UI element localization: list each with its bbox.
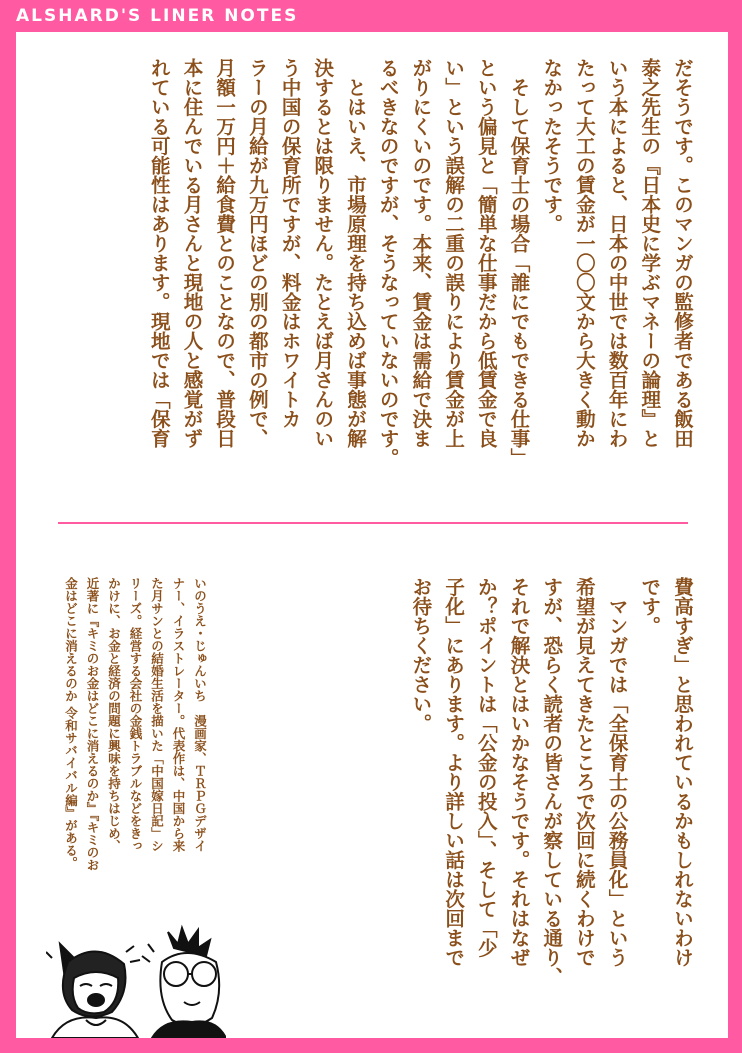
- article-line: 希望が見えてきたところで次回に続くわけで: [572, 577, 596, 967]
- article-line: なかったそうです。: [540, 58, 564, 234]
- article-line: すが、恐らく読者の皆さんが察している通り、: [540, 577, 564, 987]
- article-line: 子化」にあります。より詳しい話は次回まで: [442, 577, 466, 967]
- article-line: とはいえ、市場原理を持ち込めば事態が解: [343, 58, 367, 448]
- article-line: う中国の保育所ですが、料金はホワイトカ: [278, 58, 302, 429]
- cartoon-characters-icon: [46, 922, 226, 1038]
- bio-line: た月サンとの結婚生活を描いた「中国嫁日記」シ: [149, 577, 165, 852]
- article-top-block: [142, 58, 698, 513]
- bio-line: 金はどこに消えるのか 令和サバイバル編』がある。: [63, 577, 79, 869]
- article-bottom-block: [404, 577, 698, 1022]
- header-title: ALSHARD'S LINER NOTES: [16, 6, 299, 26]
- bio-line: ナー、イラストレーター。代表作は、中国から来: [171, 577, 186, 852]
- article-line: 泰之先生の『日本史に学ぶマネーの論理』と: [638, 58, 662, 448]
- article-line: という偏見と「簡単な仕事だから低賃金で良: [474, 58, 498, 448]
- paper: [16, 32, 728, 1038]
- article-line: れている可能性はあります。現地では「保育: [147, 58, 171, 448]
- article-line: たって大工の賃金が一〇〇文から大きく動か: [572, 58, 596, 448]
- article-line: 本に住んでいる月さんと現地の人と感覚がず: [180, 58, 204, 448]
- author-bio: [60, 577, 211, 917]
- article-line: いう本によると、日本の中世では数百年にわ: [605, 58, 629, 448]
- article-line: それで解決とはいかなそうです。それはなぜ: [507, 577, 531, 967]
- section-divider: [58, 522, 688, 524]
- bio-line: かけに、お金と経済の問題に興味を持ちはじめ、: [106, 577, 122, 852]
- article-line: 決するとは限りません。たとえば月さんのい: [311, 58, 335, 448]
- article-line: 費高すぎ」と思われているかもしれないわけ: [671, 577, 694, 967]
- article-line: い」という誤解の二重の誤りにより賃金が上: [442, 58, 466, 448]
- article-line: お待ちください。: [409, 577, 433, 733]
- article-line: がりにくいのです。本来、賃金は需給で決ま: [409, 58, 433, 448]
- article-line: 月額一万円＋給食費とのことなので、普段日: [213, 58, 237, 448]
- article-line: です。: [638, 577, 662, 636]
- bio-line: リーズ。経営する会社の金銭トラブルなどをきっ: [128, 577, 143, 852]
- article-line: るべきなのですが、そうなっていないのです。: [376, 58, 400, 468]
- bio-line: いのうえ・じゅんいち 漫画家、ＴＲＰＧデザイ: [192, 577, 208, 852]
- article-line: か？ポイントは「公金の投入」、そして「少: [474, 577, 498, 958]
- article-line: ラーの月給が九万円ほどの別の都市の例で、: [245, 58, 269, 448]
- bio-line: 近著に『キミのお金はどこに消えるのか』『キミのお: [85, 577, 100, 871]
- woman-character: [46, 944, 140, 1038]
- article-line: だそうです。このマンガの監修者である飯田: [671, 58, 694, 448]
- article-line: そして保育士の場合「誰にでもできる仕事」: [507, 58, 531, 468]
- article-line: マンガでは「全保育士の公務員化」という: [605, 577, 629, 967]
- man-character: [142, 928, 226, 1038]
